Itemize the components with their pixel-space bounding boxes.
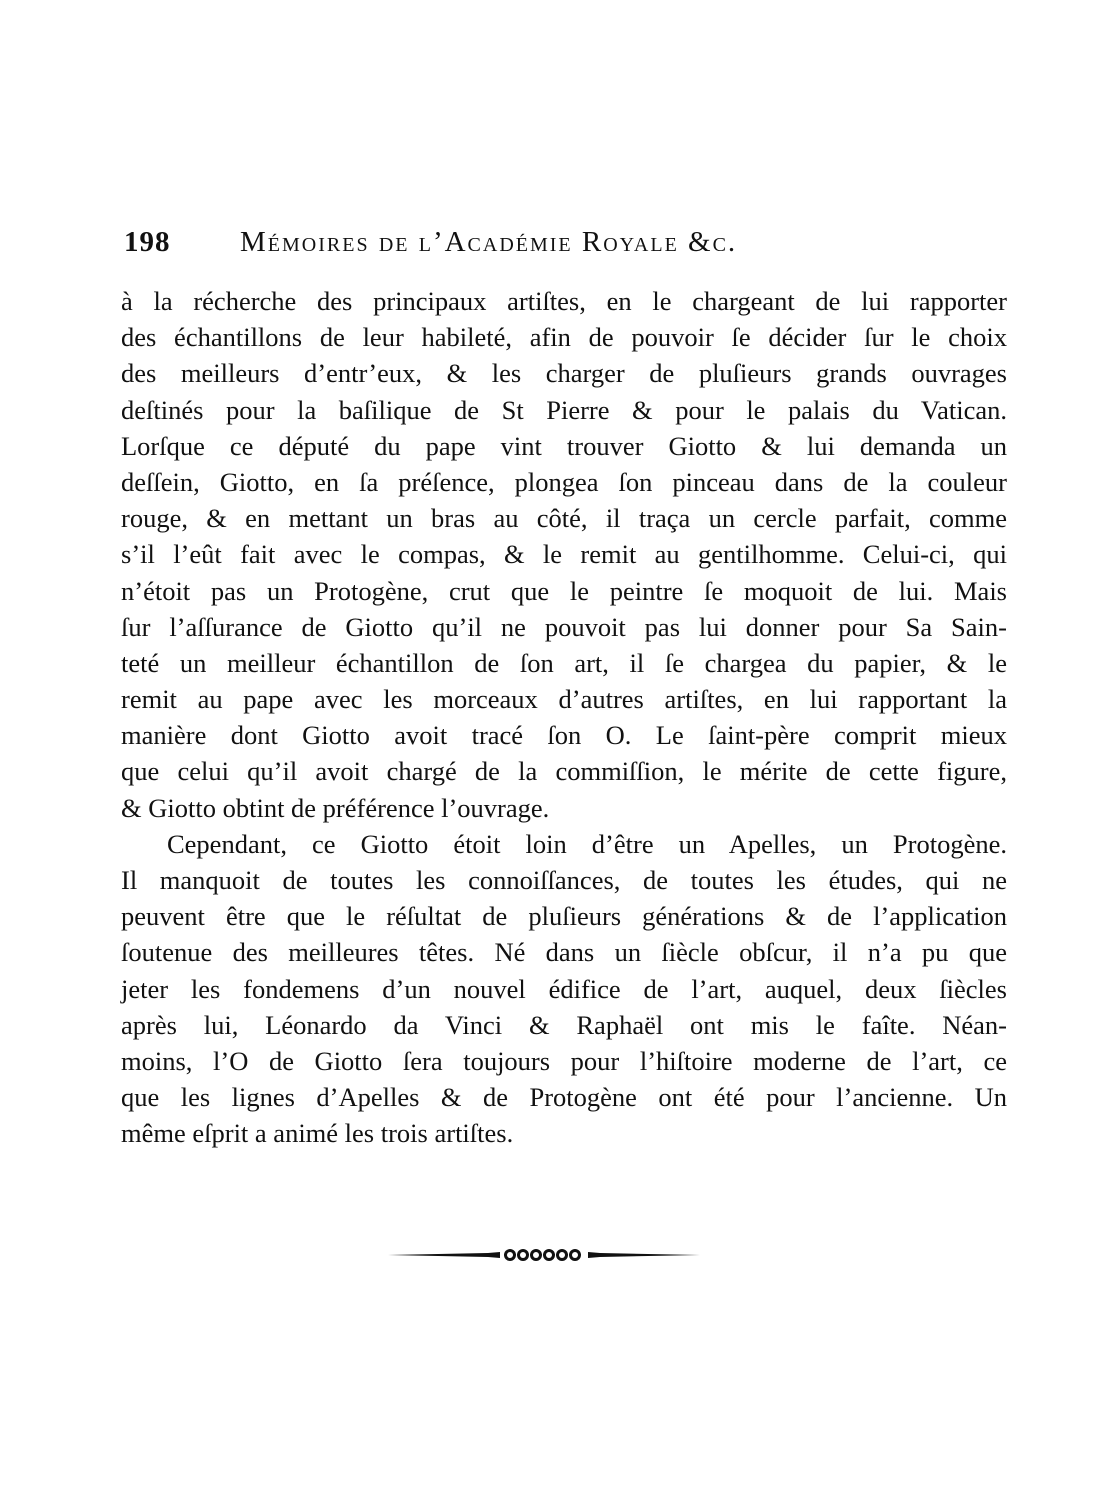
body-text [121, 283, 1007, 1152]
text-line: manière dont Giotto avoit tracé ſon O. Le ſaint-père comprit mieux [121, 720, 1007, 751]
text-line: & Giotto obtint de préférence l’ouvrage. [121, 792, 550, 823]
text-line: des échantillons de leur habileté, afin de pouvoir ſe décider ſur le choix [121, 322, 1007, 353]
page-header [124, 226, 884, 266]
text-line: que les lignes d’Apelles & de Protogène ont été pour l’ancienne. Un [121, 1082, 1007, 1113]
text-line: peuvent être que le réſultat de pluſieurs générations & de l’application [121, 901, 1007, 932]
text-line: à la récherche des principaux artiſtes, en le chargeant de lui rapporter [121, 286, 1007, 316]
text-line: deſſein, Giotto, en ſa préſence, plongea ſon pinceau dans de la couleur [121, 466, 1007, 497]
text-line: rouge, & en mettant un bras au côté, il traça un cercle parfait, comme [121, 503, 1007, 534]
text-line: ſoutenue des meilleures têtes. Né dans un ſiècle obſcur, il n’a pu que [121, 937, 1007, 968]
text-line: deſtinés pour la baſilique de St Pierre & pour le palais du Vatican. [121, 394, 1007, 425]
text-line: teté un meilleur échantillon de ſon art, il ſe chargea du papier, & le [121, 647, 1007, 678]
text-line: Il manquoit de toutes les connoiſſances, de toutes les études, qui ne [121, 865, 1007, 895]
tailpiece-ornament-icon [388, 1244, 700, 1266]
text-line: moins, l’O de Giotto ſera toujours pour l’hiſtoire moderne de l’art, ce [121, 1045, 1007, 1076]
text-line: jeter les fondemens d’un nouvel édifice de l’art, auquel, deux ſiècles [121, 973, 1007, 1004]
text-line: même eſprit a animé les trois artiſtes. [121, 1118, 514, 1149]
text-line: s’il l’eût fait avec le compas, & le remit au gentilhomme. Celui-ci, qui [121, 539, 1007, 570]
text-line: n’étoit pas un Protogène, crut que le peintre ſe moquoit de lui. Mais [121, 575, 1007, 606]
text-line: après lui, Léonardo da Vinci & Raphaël ont mis le faîte. Néan- [121, 1009, 1007, 1040]
text-line: ſur l’aſſurance de Giotto qu’il ne pouvoit pas lui donner pour Sa Sain- [121, 611, 1007, 642]
page-number: 198 [124, 226, 171, 258]
text-line: Cependant, ce Giotto étoit loin d’être un Apelles, un Protogène. [167, 828, 1007, 859]
text-line: que celui qu’il avoit chargé de la commiſſion, le mérite de cette figure, [121, 756, 1007, 787]
text-line: remit au pape avec les morceaux d’autres artiſtes, en lui rapportant la [121, 684, 1007, 715]
running-title: Mémoires de l’Académie Royale &c. [240, 226, 738, 258]
text-line: Lorſque ce député du pape vint trouver Giotto & lui demanda un [121, 430, 1007, 461]
text-line: des meilleurs d’entr’eux, & les charger de pluſieurs grands ouvrages [121, 358, 1007, 389]
